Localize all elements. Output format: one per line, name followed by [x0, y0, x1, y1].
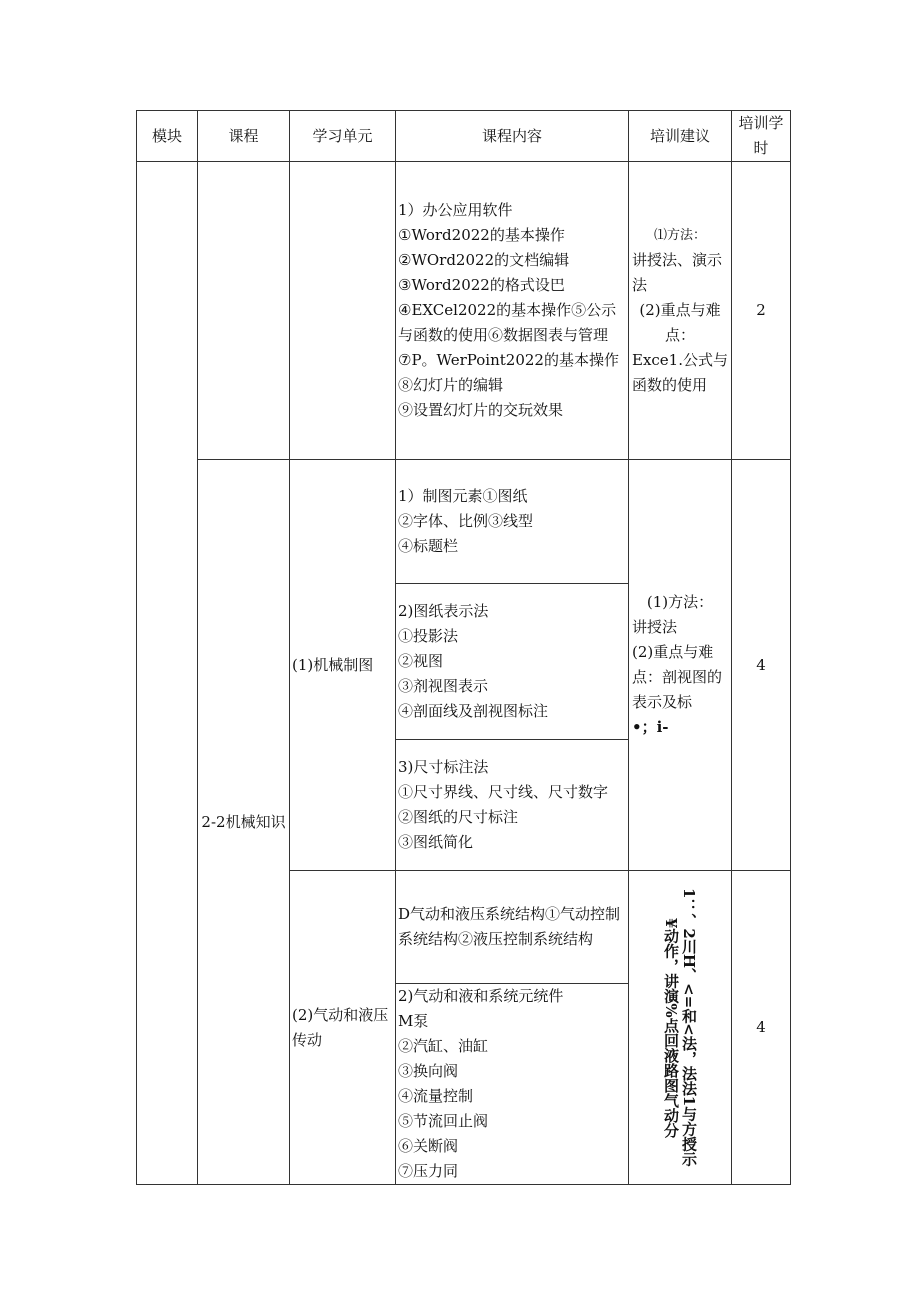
suggestion-line: ⑴方法： [653, 228, 706, 243]
content-line: 2)气动和液和系统元统件 [398, 987, 564, 1005]
header-module: 模块 [137, 111, 198, 162]
content-line: ①Word2022的基本操作 [398, 226, 565, 244]
suggestion-line: 讲授法、演示法 [632, 251, 723, 294]
suggestion-line: 讲授法 [632, 618, 678, 636]
content-cell [396, 740, 629, 871]
content-line: ④剖面线及剖视图标注 [398, 702, 549, 720]
content-line: 1）办公应用软件 [398, 201, 513, 219]
content-line: 2)图纸表示法 [398, 602, 489, 620]
content-line: ③剂视图表示 [398, 677, 489, 695]
content-line: ④EXCel2022的基本操作⑤公示与函数的使用⑥数据图表与管理 [398, 301, 617, 344]
header-hours: 培训学时 [732, 111, 791, 162]
content-line: ②字体、比例③线型 [398, 512, 534, 530]
content-line: ④标题栏 [398, 537, 459, 555]
suggestion-line: (2)重点与难点： [639, 301, 721, 344]
unit-cell [290, 460, 396, 871]
hours-cell: 4 [732, 460, 791, 871]
table-row [137, 162, 791, 460]
course-table [136, 110, 791, 1185]
content-cell [396, 871, 629, 984]
content-line: ②汽缸、油缸 [398, 1037, 489, 1055]
content-line: ③图纸简化 [398, 833, 474, 851]
suggestion-line: Exce1.公式与函数的使用 [632, 351, 728, 394]
content-line: ③换向阀 [398, 1062, 459, 1080]
course-cell [198, 460, 290, 1185]
content-cell [396, 162, 629, 460]
content-line: D气动和液压系统结构①气动控制系统结构②液压控制系统结构 [398, 905, 621, 948]
suggestion-cell [629, 460, 732, 871]
content-line: ②WOrd2022的文档编辑 [398, 251, 570, 269]
content-line: ⑤节流回止阀 [398, 1112, 489, 1130]
content-line: ⑥关断阀 [398, 1137, 459, 1155]
content-line: ⑦P。WerPoint2022的基本操作 [398, 351, 619, 369]
table-row [137, 460, 791, 584]
suggestion-line: •；i- [632, 718, 669, 736]
header-row [137, 111, 791, 162]
content-line: ③Word2022的格式设巴 [398, 276, 565, 294]
content-line: ②图纸的尺寸标注 [398, 808, 519, 826]
suggestion-vertical-text: 1：、2川H、<=和<法，法法1与方授示¥动作，讲演%点回液路图气动分 [662, 888, 698, 1167]
content-cell [396, 460, 629, 584]
content-line: ①尺寸界线、尺寸线、尺寸数字 [398, 783, 609, 801]
content-cell [396, 584, 629, 740]
content-line: ⑧幻灯片的编辑 [398, 376, 504, 394]
unit-title: (2)气动和液压传动 [292, 1005, 389, 1049]
course-title: 2-2机械知识 [201, 812, 286, 831]
content-line: ④流量控制 [398, 1087, 474, 1105]
content-line: ⑦压力同 [398, 1162, 459, 1180]
content-line: ②视图 [398, 652, 444, 670]
course-cell [198, 162, 290, 460]
header-suggestion: 培训建议 [629, 111, 732, 162]
content-line: ①投影法 [398, 627, 459, 645]
hours-cell: 4 [732, 871, 791, 1185]
unit-cell [290, 162, 396, 460]
unit-title: (1)机械制图 [292, 655, 374, 674]
content-line: 1）制图元素①图纸 [398, 487, 528, 505]
suggestion-cell [629, 871, 732, 1185]
content-cell [396, 984, 629, 1185]
content-line: 3)尺寸标注法 [398, 758, 489, 776]
suggestion-cell [629, 162, 732, 460]
header-course: 课程 [198, 111, 290, 162]
hours-cell: 2 [732, 162, 791, 460]
header-content: 课程内容 [396, 111, 629, 162]
unit-cell [290, 871, 396, 1185]
module-cell [137, 162, 198, 1185]
suggestion-line: (1)方法： [646, 593, 714, 611]
suggestion-line: (2)重点与难点：剖视图的表示及标 [632, 643, 723, 711]
content-line: M泵 [398, 1012, 429, 1030]
header-unit: 学习单元 [290, 111, 396, 162]
content-line: ⑨设置幻灯片的交玩效果 [398, 401, 564, 419]
